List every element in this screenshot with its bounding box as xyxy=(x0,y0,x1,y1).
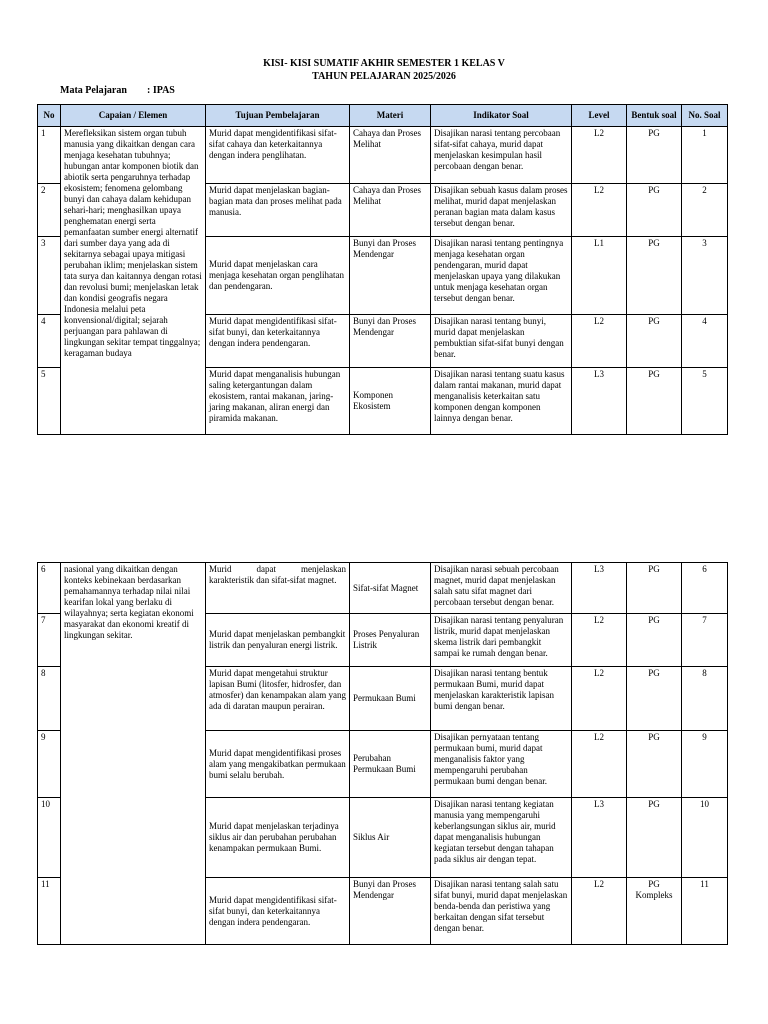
cell-level: L2 xyxy=(572,731,627,798)
cell-level: L2 xyxy=(572,614,627,667)
cell-soal: 11 xyxy=(682,878,728,945)
cell-indikator: Disajikan sebuah kasus dalam proses melihat, murid dapat menjelaskan peranan bagian mata dalam kasus tersebut dengan benar. xyxy=(431,184,572,237)
cell-bentuk: PG xyxy=(627,127,682,184)
kisi-kisi-table-page1 xyxy=(37,104,728,435)
cell-level: L3 xyxy=(572,563,627,614)
cell-no: 1 xyxy=(38,127,61,184)
cell-soal: 5 xyxy=(682,368,728,435)
cell-tujuan: Murid dapat menjelaskan bagian-bagian mata dan proses melihat pada manusia. xyxy=(206,184,350,237)
cell-no: 10 xyxy=(38,798,61,878)
cell-no: 5 xyxy=(38,368,61,435)
cell-indikator: Disajikan narasi tentang pentingnya menjaga kesehatan organ pendengaran, murid dapat menjelaskan upaya yang dilakukan untuk menjaga kesehatan organ tersebut dengan benar. xyxy=(431,237,572,315)
subject-line xyxy=(60,85,175,96)
cell-capaian: Merefleksikan sistem organ tubuh manusia yang dikaitkan dengan cara menjaga kesehatan tubuhnya; hubungan antar komponen biotik dan abiotik serta pengaruhnya terhadap ekosistem; fenomena gelombang bunyi dan cahaya dalam kehidupan sehari-hari; menghasilkan upaya penghematan energi serta pemanfaatan sumber energi alternatif dari sumber daya yang ada di sekitarnya sebagai upaya mitigasi perubahan iklim; menjelaskan sistem tata surya dan kaitannya dengan rotasi dan revolusi bumi; menjelaskan letak dan kondisi geografis negara Indonesia melalui peta konvensional/digital; sejarah perjuangan para pahlawan di lingkungan sekitar tempat tinggalnya; keragaman budaya xyxy=(61,127,206,435)
cell-tujuan: Murid dapat mengidentifikasi sifat-sifat bunyi, dan keterkaitannya dengan indera pendengaran. xyxy=(206,878,350,945)
cell-materi: Cahaya dan Proses Melihat xyxy=(350,127,431,184)
cell-materi: Cahaya dan Proses Melihat xyxy=(350,184,431,237)
cell-bentuk: PG xyxy=(627,614,682,667)
cell-soal: 9 xyxy=(682,731,728,798)
cell-level: L1 xyxy=(572,237,627,315)
cell-no: 3 xyxy=(38,237,61,315)
document-subtitle: TAHUN PELAJARAN 2025/2026 xyxy=(312,71,456,82)
cell-indikator: Disajikan narasi tentang kegiatan manusia yang mempengaruhi keberlangsungan siklus air, murid dapat menganalisis hubungan kegiatan tersebut dengan tahapan pada siklus air dengan tepat. xyxy=(431,798,572,878)
cell-soal: 8 xyxy=(682,667,728,731)
cell-soal: 6 xyxy=(682,563,728,614)
cell-no: 8 xyxy=(38,667,61,731)
cell-indikator: Disajikan narasi tentang penyaluran listrik, murid dapat menjelaskan skema listrik dari pembangkit sampai ke rumah dengan benar. xyxy=(431,614,572,667)
cell-no: 6 xyxy=(38,563,61,614)
cell-materi: Permukaan Bumi xyxy=(350,667,431,731)
table-row xyxy=(38,563,728,614)
cell-no: 11 xyxy=(38,878,61,945)
cell-tujuan: Murid dapat mengidentifikasi sifat-sifat bunyi, dan keterkaitannya dengan indera pendengaran. xyxy=(206,315,350,368)
document-title: KISI- KISI SUMATIF AKHIR SEMESTER 1 KELAS V xyxy=(263,58,505,69)
cell-bentuk: PG xyxy=(627,184,682,237)
cell-tujuan: Murid dapat menjelaskan pembangkit listrik dan penyaluran energi listrik. xyxy=(206,614,350,667)
cell-bentuk: PG xyxy=(627,237,682,315)
cell-indikator: Disajikan narasi tentang bunyi, murid dapat menjelaskan pembuktian sifat-sifat bunyi dengan benar. xyxy=(431,315,572,368)
table-row xyxy=(38,127,728,184)
cell-bentuk: PG Kompleks xyxy=(627,878,682,945)
column-header: Bentuk soal xyxy=(627,105,682,127)
cell-indikator: Disajikan narasi tentang percobaan sifat-sifat cahaya, murid dapat menjelaskan kesimpulan hasil percobaan dengan benar. xyxy=(431,127,572,184)
column-header: Materi xyxy=(350,105,431,127)
cell-no: 9 xyxy=(38,731,61,798)
cell-no: 2 xyxy=(38,184,61,237)
cell-no: 4 xyxy=(38,315,61,368)
cell-materi: Bunyi dan Proses Mendengar xyxy=(350,237,431,315)
cell-tujuan: Murid dapat menjelaskan karakteristik dan sifat-sifat magnet. xyxy=(206,563,350,614)
cell-soal: 7 xyxy=(682,614,728,667)
cell-tujuan: Murid dapat mengetahui struktur lapisan Bumi (litosfer, hidrosfer, dan atmosfer) dan kenampakan alam yang ada di daratan maupun perairan. xyxy=(206,667,350,731)
cell-level: L2 xyxy=(572,878,627,945)
cell-level: L2 xyxy=(572,184,627,237)
column-header: Tujuan Pembelajaran xyxy=(206,105,350,127)
cell-indikator: Disajikan narasi sebuah percobaan magnet, murid dapat menjelaskan salah satu sifat magnet dari percobaan tersebut dengan benar. xyxy=(431,563,572,614)
cell-indikator: Disajikan narasi tentang suatu kasus dalam rantai makanan, murid dapat menganalisis keterkaitan satu komponen dengan komponen lainnya dengan benar. xyxy=(431,368,572,435)
subject-label: Mata Pelajaran xyxy=(60,85,127,96)
cell-level: L3 xyxy=(572,368,627,435)
cell-level: L3 xyxy=(572,798,627,878)
cell-bentuk: PG xyxy=(627,563,682,614)
column-header: No xyxy=(38,105,61,127)
cell-soal: 1 xyxy=(682,127,728,184)
cell-bentuk: PG xyxy=(627,315,682,368)
cell-bentuk: PG xyxy=(627,731,682,798)
cell-materi: Proses Penyaluran Listrik xyxy=(350,614,431,667)
cell-tujuan: Murid dapat mengidentifikasi proses alam yang mengakibatkan permukaan bumi selalu berubah. xyxy=(206,731,350,798)
cell-bentuk: PG xyxy=(627,368,682,435)
cell-indikator: Disajikan narasi tentang salah satu sifat bunyi, murid dapat menjelaskan benda-benda dan peristiwa yang berkaitan dengan sifat tersebut dengan benar. xyxy=(431,878,572,945)
table-header-row xyxy=(38,105,728,127)
cell-materi: Bunyi dan Proses Mendengar xyxy=(350,878,431,945)
cell-tujuan: Murid dapat mengidentifikasi sifat-sifat cahaya dan keterkaitannya dengan indera penglihatan. xyxy=(206,127,350,184)
cell-materi: Perubahan Permukaan Bumi xyxy=(350,731,431,798)
subject-value: : IPAS xyxy=(147,85,175,96)
cell-bentuk: PG xyxy=(627,798,682,878)
column-header: Level xyxy=(572,105,627,127)
cell-no: 7 xyxy=(38,614,61,667)
cell-indikator: Disajikan pernyataan tentang permukaan bumi, murid dapat menganalisis faktor yang mempengaruhi perubahan permukaan bumi dengan benar. xyxy=(431,731,572,798)
column-header: Indikator Soal xyxy=(431,105,572,127)
cell-soal: 3 xyxy=(682,237,728,315)
cell-materi: Bunyi dan Proses Mendengar xyxy=(350,315,431,368)
cell-soal: 4 xyxy=(682,315,728,368)
cell-level: L2 xyxy=(572,315,627,368)
cell-soal: 2 xyxy=(682,184,728,237)
cell-tujuan: Murid dapat menganalisis hubungan saling ketergantungan dalam ekosistem, rantai makanan, jaring-jaring makanan, aliran energi dan piramida makanan. xyxy=(206,368,350,435)
kisi-kisi-table-page2 xyxy=(37,562,728,945)
cell-bentuk: PG xyxy=(627,667,682,731)
cell-level: L2 xyxy=(572,127,627,184)
cell-soal: 10 xyxy=(682,798,728,878)
cell-capaian: nasional yang dikaitkan dengan konteks kebinekaan berdasarkan pemahamannya terhadap nilai nilai kearifan lokal yang berlaku di wilayahnya; serta kegiatan ekonomi masyarakat dan ekonomi kreatif di lingkungan sekitar. xyxy=(61,563,206,945)
cell-materi: Komponen Ekosistem xyxy=(350,368,431,435)
cell-materi: Sifat-sifat Magnet xyxy=(350,563,431,614)
cell-indikator: Disajikan narasi tentang bentuk permukaan Bumi, murid dapat menjelaskan karakteristik lapisan bumi dengan benar. xyxy=(431,667,572,731)
column-header: Capaian / Elemen xyxy=(61,105,206,127)
cell-level: L2 xyxy=(572,667,627,731)
column-header: No. Soal xyxy=(682,105,728,127)
cell-tujuan: Murid dapat menjelaskan cara menjaga kesehatan organ penglihatan dan pendengaran. xyxy=(206,237,350,315)
cell-tujuan: Murid dapat menjelaskan terjadinya siklus air dan perubahan perubahan kenampakan permukaan Bumi. xyxy=(206,798,350,878)
cell-materi: Siklus Air xyxy=(350,798,431,878)
